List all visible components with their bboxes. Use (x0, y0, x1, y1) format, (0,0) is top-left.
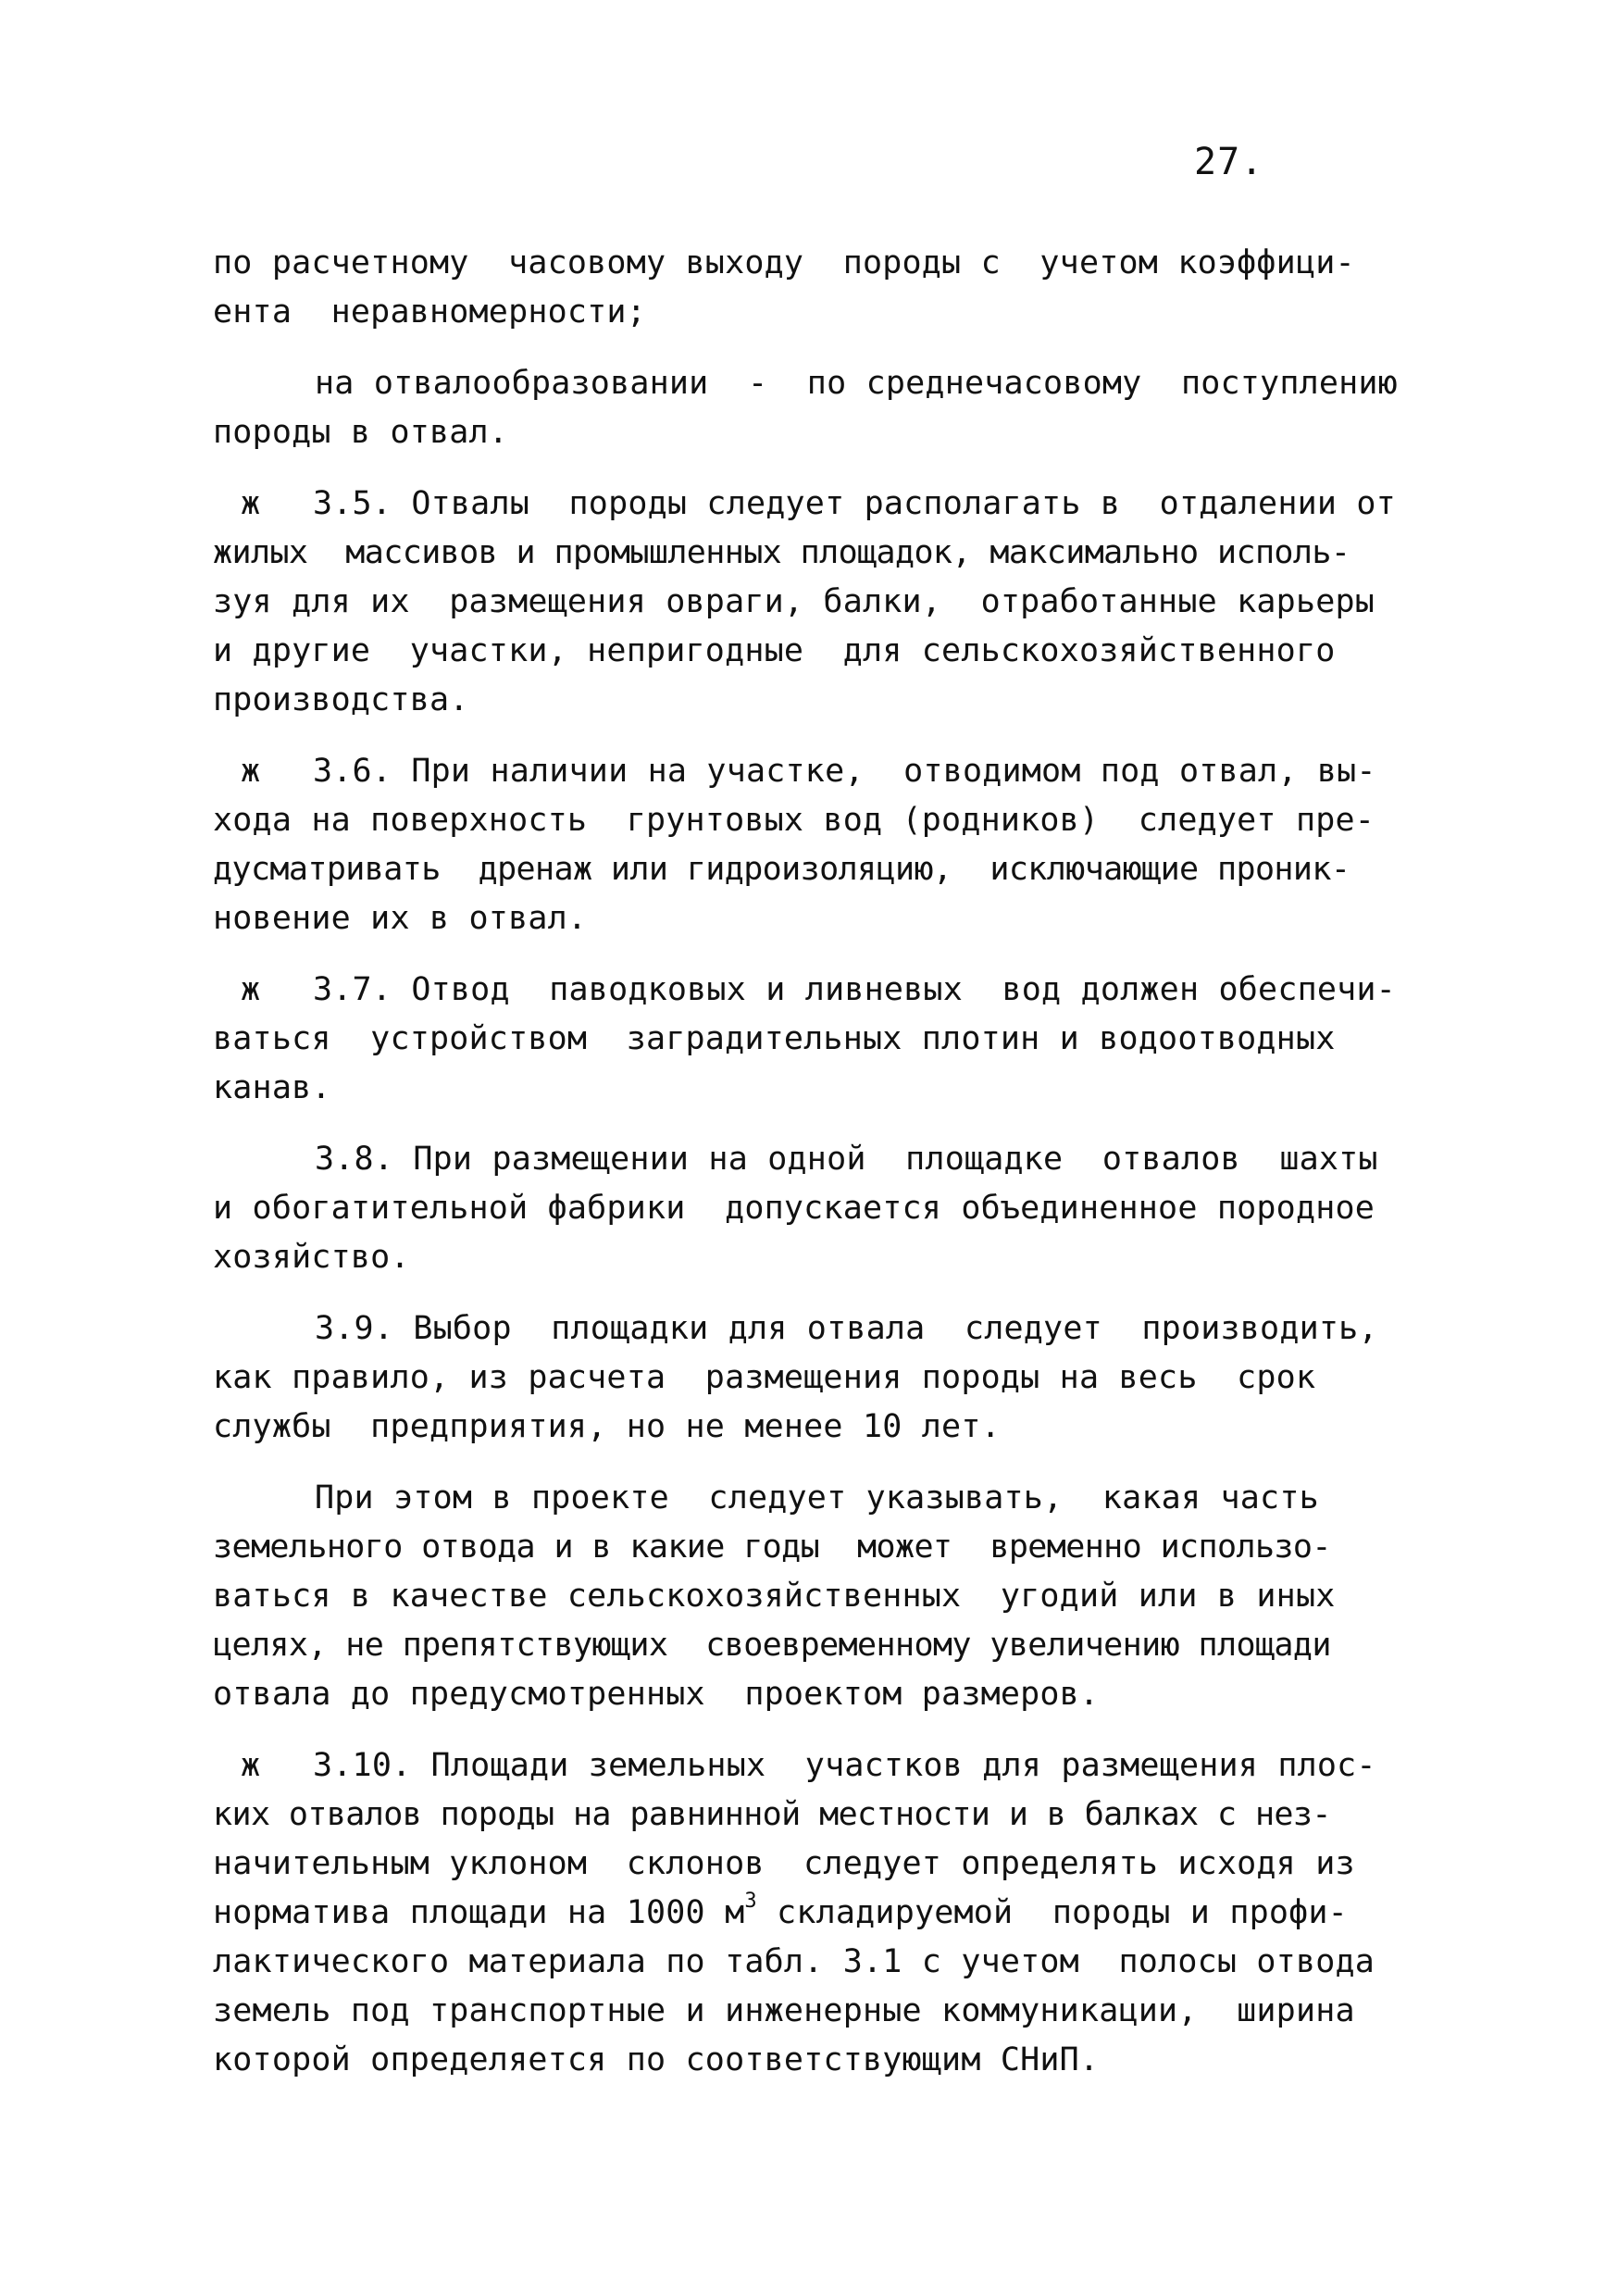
text-line: как правило, из расчета размещения породы на весь срок (213, 1359, 1316, 1396)
text-line: ких отвалов породы на равнинной местности и в балках с нез- (213, 1796, 1331, 1833)
paragraph-3-9-cont (213, 1474, 1444, 1719)
paragraph-3-6 (213, 747, 1444, 943)
text-line: службы предприятия, но не менее 10 лет. (213, 1408, 1001, 1445)
text-line: начительным уклоном склонов следует определять исходя из (213, 1845, 1355, 1882)
text-line-content: 3.7. Отвод паводковых и ливневых вод должен обеспечи- (313, 971, 1396, 1008)
text-line: дусматривать дренаж или гидроизоляцию, исключающие проник- (213, 851, 1350, 888)
text-line (213, 747, 1444, 796)
paragraph-3-7 (213, 966, 1444, 1113)
text-line: 3.9. Выбор площадки для отвала следует производить, (315, 1310, 1378, 1347)
text-line: земель под транспортные и инженерные коммуникации, ширина (213, 1992, 1355, 2029)
text-line: При этом в проекте следует указывать, какая часть (315, 1479, 1319, 1516)
text-line: отвала до предусмотренных проектом размеров. (213, 1676, 1100, 1713)
paragraph-3-5 (213, 480, 1444, 725)
text-line: хозяйство. (213, 1239, 410, 1276)
text-line: земельного отвода и в какие годы может временно использо- (213, 1529, 1331, 1566)
text-line (213, 1889, 1444, 1938)
paragraph-3-8 (213, 1135, 1444, 1282)
text-line: хода на поверхность грунтовых вод (родников) следует пре- (213, 802, 1375, 839)
text-line: и обогатительной фабрики допускается объединенное породное (213, 1190, 1375, 1227)
text-line (213, 966, 1444, 1015)
text-line-content: норматива площади на 1000 м (213, 1894, 745, 1931)
paragraph-3-10 (213, 1741, 1444, 2085)
text-line: жилых массивов и промышленных площадок, максимально исполь- (213, 534, 1350, 571)
page-number: 27. (1194, 141, 1264, 183)
document-body (213, 239, 1444, 2107)
text-line-content: 3.6. При наличии на участке, отводимом под отвал, вы- (313, 753, 1376, 790)
text-line-content: 3.10. Площади земельных участков для размещения плос- (313, 1747, 1376, 1784)
text-line (213, 480, 1444, 529)
asterisk-marker: ж (241, 753, 261, 790)
text-line (213, 1741, 1444, 1791)
asterisk-marker: ж (241, 1747, 261, 1784)
text-line: 3.8. При размещении на одной площадке отвалов шахты (315, 1141, 1378, 1178)
superscript: 3 (744, 1890, 757, 1914)
text-line-content: 3.5. Отвалы породы следует располагать в отдалении от (313, 485, 1396, 522)
text-line: и другие участки, непригодные для сельскохозяйственного (213, 632, 1336, 669)
text-line-content: складируемой породы и профи- (756, 1894, 1348, 1931)
text-line: целях, не препятствующих своевременному увеличению площади (213, 1627, 1331, 1664)
asterisk-marker: ж (241, 971, 261, 1008)
text-line: которой определяется по соответствующим СНиП. (213, 2041, 1100, 2078)
text-line: породы в отвал. (213, 414, 509, 451)
text-line: лактического материала по табл. 3.1 с учетом полосы отвода (213, 1943, 1375, 1980)
text-line: производства. (213, 681, 469, 718)
paragraph-1 (213, 239, 1444, 337)
text-line: канав. (213, 1069, 331, 1106)
asterisk-marker: ж (241, 485, 261, 522)
text-line: зуя для их размещения овраги, балки, отработанные карьеры (213, 583, 1375, 620)
text-line: на отвалообразовании - по среднечасовому поступлению (315, 365, 1398, 402)
text-line: новение их в отвал. (213, 900, 588, 937)
text-line: ваться устройством заградительных плотин и водоотводных (213, 1020, 1336, 1057)
text-line: ваться в качестве сельскохозяйственных угодий или в иных (213, 1578, 1336, 1615)
text-line: по расчетному часовому выходу породы с учетом коэффици- (213, 244, 1355, 281)
paragraph-2 (213, 359, 1444, 457)
paragraph-3-9 (213, 1304, 1444, 1452)
text-line: ента неравномерности; (213, 293, 646, 331)
